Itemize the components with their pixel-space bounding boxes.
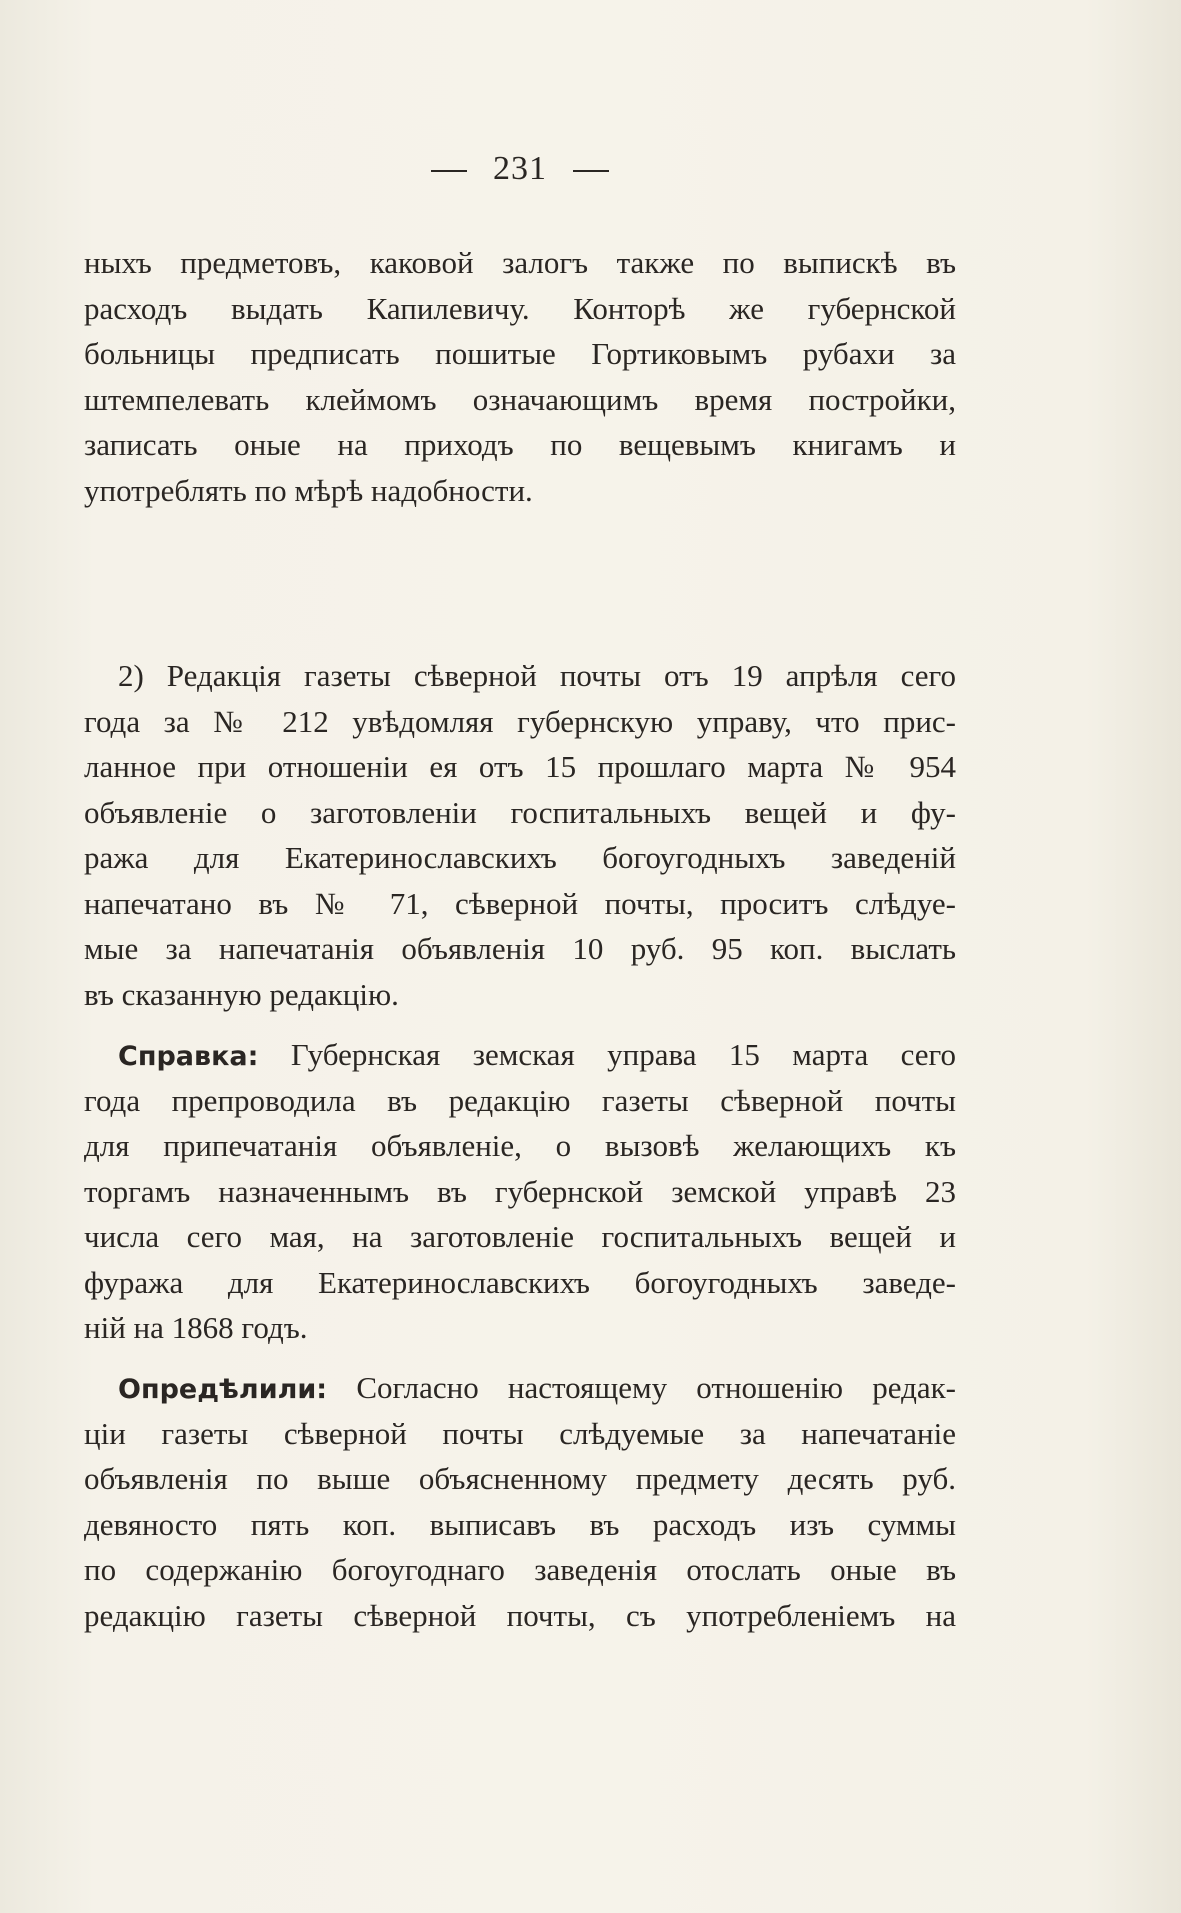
text-line: фуража для Екатеринославскихъ богоугодныхъ заведе- (84, 1264, 956, 1300)
resolution-label: Опредѣлили: (118, 1374, 328, 1405)
text-line: ланное при отношеніи ея отъ 15 прошлаго марта № 954 (84, 749, 956, 784)
text-line: года препроводила въ редакцію газеты сѣверной почты (84, 1082, 956, 1118)
text-line: объявленіе о заготовленіи госпитальныхъ вещей и фу- (84, 794, 956, 830)
text-line: редакцію газеты сѣверной почты, съ употребленіемъ на (84, 1597, 956, 1633)
text-line: штемпелевать клеймомъ означающимъ время постройки, (84, 381, 956, 417)
paragraph-item-2 (84, 653, 956, 1017)
text-line: въ сказанную редакцію. (84, 976, 399, 1012)
text-line: для припечатанія объявленіе, о вызовѣ желающихъ къ (84, 1128, 956, 1163)
text-line: торгамъ назначеннымъ въ губернской земской управѣ 23 (84, 1173, 956, 1209)
text-line: ныхъ предметовъ, каковой залогъ также по выпискѣ въ (84, 245, 956, 280)
text-line: числа сего мая, на заготовленіе госпитальныхъ вещей и (84, 1219, 956, 1254)
text-line: употреблять по мѣрѣ надобности. (84, 472, 533, 508)
text-line: расходъ выдать Капилевичу. Конторѣ же губернской (84, 290, 956, 326)
reference-first-line: Губернская земская управа 15 марта сего (290, 1037, 956, 1072)
text-line (84, 1032, 956, 1078)
text-line: года за № 212 увѣдомляя губернскую управу, что прис- (84, 703, 956, 739)
text-line: ціи газеты сѣверной почты слѣдуемые за напечатаніе (84, 1415, 956, 1451)
paragraph-continuation (84, 240, 956, 513)
paragraph-resolution (84, 1365, 956, 1638)
header-dash-left (431, 170, 467, 172)
resolution-first-line: Согласно настоящему отношенію редак- (356, 1370, 957, 1405)
page-number: 231 (493, 150, 547, 187)
reference-label: Справка: (118, 1041, 259, 1072)
text-line: мые за напечатанія объявленія 10 руб. 95 коп. выслать (84, 931, 956, 966)
text-line: объявленія по выше объясненному предмету десять руб. (84, 1461, 956, 1496)
paragraph-reference (84, 1032, 956, 1351)
text-line: девяносто пять коп. выписавъ въ расходъ изъ суммы (84, 1506, 956, 1542)
page-header (0, 150, 1040, 188)
header-dash-right (573, 170, 609, 172)
text-line: ній на 1868 годъ. (84, 1310, 308, 1345)
text-line: напечатано въ № 71, сѣверной почты, проситъ слѣдуе- (84, 885, 956, 921)
text-line: ража для Екатеринославскихъ богоугодныхъ заведеній (84, 840, 956, 875)
text-line (84, 1365, 956, 1411)
text-line: по содержанію богоугоднаго заведенія отослать оные въ (84, 1552, 956, 1587)
text-line: больницы предписать пошитые Гортиковымъ рубахи за (84, 336, 956, 371)
text-line: записать оные на приходъ по вещевымъ книгамъ и (84, 427, 956, 462)
text-line: 2) Редакція газеты сѣверной почты отъ 19 апрѣля сего (118, 658, 956, 693)
